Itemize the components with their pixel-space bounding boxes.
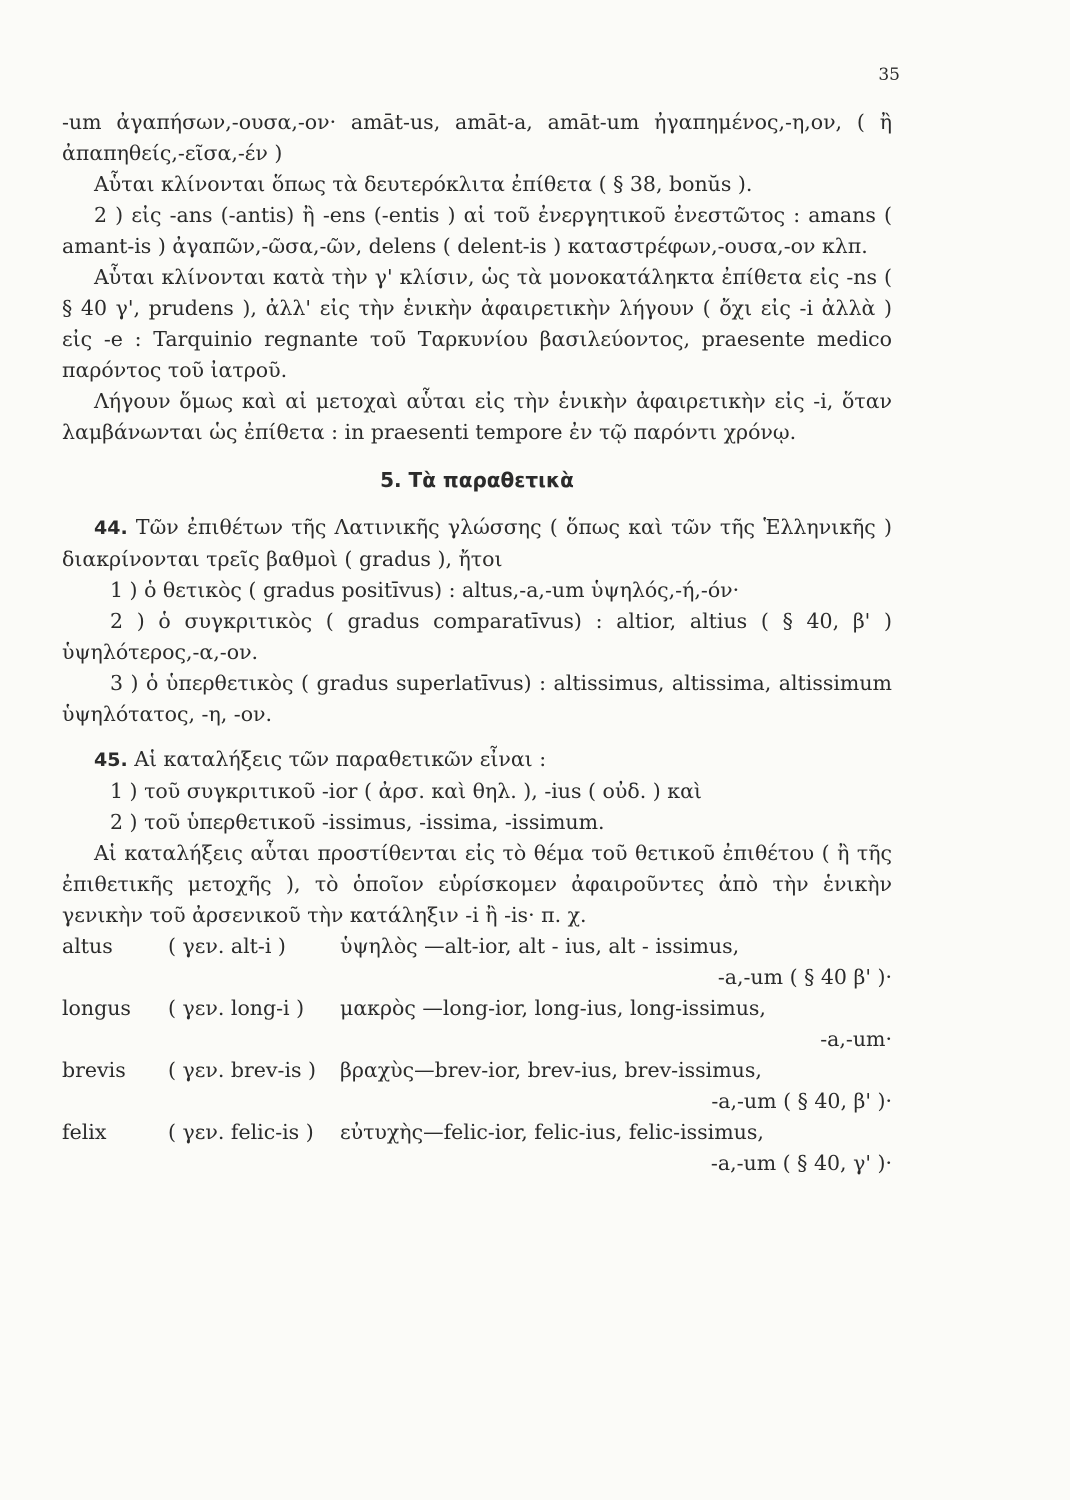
paragraph-ablative-note: Λήγουν ὅμως καὶ αἱ μετοχαὶ αὗται εἰς τὴν ἑνικὴν ἀφαιρετικὴν εἰς -i, ὅταν λαμβάνωνται ὡς ἐπίθετα : in praesenti tempore ἐν τῷ παρόντι χρόνῳ. [62,389,892,444]
section-45-text: Αἱ καταλήξεις τῶν παραθετικῶν εἶναι : [134,747,547,771]
example-continuation-row [62,962,892,993]
example-genitive: ( γεν. brev-is ) [168,1058,317,1082]
example-continuation-row [62,1148,892,1179]
example-forms: εὐτυχὴς—felic-ior, felic-ius, felic-issimus, [340,1120,764,1144]
section-44-text: Τῶν ἐπιθέτων τῆς Λατινικῆς γλώσσης ( ὅπως καὶ τῶν τῆς Ἑλληνικῆς ) διακρίνονται τρεῖς βαθμοὶ ( gradus ), ἤτοι [62,515,892,571]
example-word: brevis [62,1058,126,1082]
section-45 [62,744,892,776]
degree-comparative: 2 ) ὁ συγκριτικὸς ( gradus comparatīvus) : altior, altius ( § 40, β' ) ὑψηλότερος,-α,-ον. [62,609,892,664]
page-body [62,107,892,1179]
degree-superlative: 3 ) ὁ ὑπερθετικὸς ( gradus superlatīvus) : altissimus, altissima, altissimum ὑψηλότατος, -η, -ον. [62,671,892,726]
example-continuation-row [62,1086,892,1117]
paragraph-stem-rule: Αἱ καταλήξεις αὗται προστίθενται εἰς τὸ θέμα τοῦ θετικοῦ ἐπιθέτου ( ἢ τῆς ἐπιθετικῆς μετοχῆς ), τὸ ὁποῖον εὑρίσκομεν ἀφαιροῦντες ἀπὸ τὴν ἑνικὴν γενικὴν τοῦ ἀρσενικοῦ τὴν κατάληξιν -i ἢ -is· π. χ. [62,841,892,927]
section-44 [62,512,892,575]
degree-positive: 1 ) ὁ θετικὸς ( gradus positīvus) : altus,-a,-um ὑψηλός,-ή,-όν· [110,578,740,602]
example-genitive: ( γεν. felic-is ) [168,1120,314,1144]
paragraph-third-declension: Αὗται κλίνονται κατὰ τὴν γ' κλίσιν, ὡς τὰ μονοκατάληκτα ἐπίθετα εἰς -ns ( § 40 γ', prudens ), ἀλλ' εἰς τὴν ἑνικὴν ἀφαιρετικὴν λήγουν ( ὄχι εἰς -i ἀλλὰ ) εἰς -e : Tarquinio regnante τοῦ Ταρκυνίου βασιλεύοντος, praesente medico παρόντος τοῦ ἰατροῦ. [62,265,892,382]
paragraph-declension-note: Αὗται κλίνονται ὅπως τὰ δευτερόκλιτα ἐπίθετα ( § 38, bonŭs ). [94,172,753,196]
section-44-number: 44. [94,517,128,539]
ending-superlative: 2 ) τοῦ ὑπερθετικοῦ -issimus, -issima, -issimum. [110,810,605,834]
section-heading: 5. Τὰ παραθετικὰ [380,468,574,492]
example-forms: ὑψηλὸς —alt-ior, alt - ius, alt - issimus, [340,934,740,958]
example-continuation: -a,-um· [820,1027,892,1051]
example-word: longus [62,996,131,1020]
example-word: felix [62,1120,107,1144]
example-continuation: -a,-um ( § 40 β' )· [717,965,892,989]
examples-table [62,931,892,1179]
example-forms: βραχὺς—brev-ior, brev-ius, brev-issimus, [340,1058,762,1082]
example-word: altus [62,934,113,958]
paragraph-present-participle: 2 ) εἰς -ans (-antis) ἢ -ens (-entis ) αἱ τοῦ ἐνεργητικοῦ ἐνεστῶτος : amans ( amant-is ) ἀγαπῶν,-ῶσα,-ῶν, delens ( delent-is ) καταστρέφων,-ουσα,-ον κλπ. [62,203,892,258]
example-genitive: ( γεν. long-i ) [168,996,305,1020]
example-continuation: -a,-um ( § 40, β' )· [711,1089,892,1113]
example-row [62,1117,892,1148]
example-forms: μακρὸς —long-ior, long-ius, long-issimus, [340,996,766,1020]
page-number: 35 [878,65,900,85]
example-row [62,993,892,1024]
paragraph-participle-forms: -um ἀγαπήσων,-ουσα,-ον· amāt-us, amāt-a, amāt-um ἠγαπημένος,-η,ον, ( ἢ ἀπαπηθείς,-εῖσα,-έν ) [62,110,892,165]
example-continuation-row [62,1024,892,1055]
example-row [62,931,892,962]
example-genitive: ( γεν. alt-i ) [168,934,286,958]
example-continuation: -a,-um ( § 40, γ' )· [710,1151,892,1175]
example-row [62,1055,892,1086]
ending-comparative: 1 ) τοῦ συγκριτικοῦ -ior ( ἀρσ. καὶ θηλ. ), -ius ( οὐδ. ) καὶ [110,779,702,803]
section-45-number: 45. [94,749,128,771]
